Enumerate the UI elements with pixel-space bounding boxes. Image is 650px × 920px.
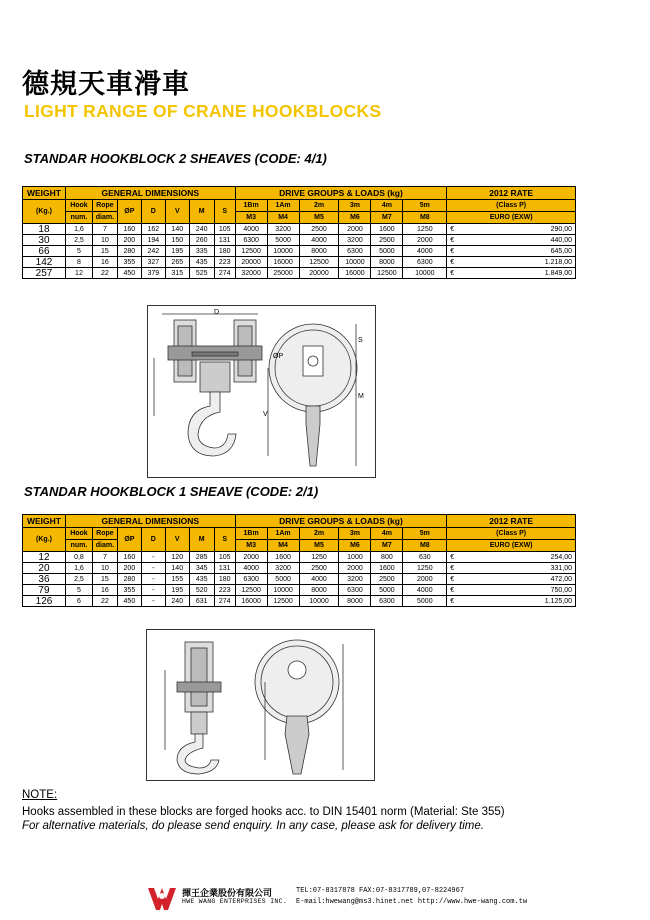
dim-label-m: M xyxy=(358,393,364,400)
cell-d: - xyxy=(141,574,165,585)
cell-hook: 8 xyxy=(65,257,92,268)
col-m: M xyxy=(189,528,214,552)
cell-price: 440,00 xyxy=(483,235,576,246)
cell-price: 290,00 xyxy=(483,224,576,235)
col-1bm: 1Bm xyxy=(235,528,267,540)
cell-g3m: 1000 xyxy=(339,552,371,563)
cell-price: 1.125,00 xyxy=(483,596,576,607)
cell-p: 355 xyxy=(117,257,141,268)
col-drive-groups: DRIVE GROUPS & LOADS (kg) xyxy=(235,187,447,200)
col-rope-sub: diam. xyxy=(92,540,117,552)
cell-g1bm: 12500 xyxy=(235,246,267,257)
cell-g5m: 2000 xyxy=(403,235,447,246)
cell-g2m: 4000 xyxy=(299,235,339,246)
col-v: V xyxy=(165,528,189,552)
cell-g5m: 10000 xyxy=(403,268,447,279)
cell-price: 1.849,00 xyxy=(483,268,576,279)
cell-s: 131 xyxy=(214,235,235,246)
hookblock-1-sheave-drawing xyxy=(146,629,375,781)
col-p: ØP xyxy=(117,200,141,224)
col-5m: 5m xyxy=(403,528,447,540)
cell-g1bm: 16000 xyxy=(235,596,267,607)
cell-weight: 126 xyxy=(23,596,66,607)
col-m5: M5 xyxy=(299,212,339,224)
cell-g1am: 1600 xyxy=(267,552,299,563)
cell-v: 315 xyxy=(165,268,189,279)
col-euro: EURO (EXW) xyxy=(447,212,576,224)
cell-weight: 30 xyxy=(23,235,66,246)
col-rope: Rope xyxy=(92,528,117,540)
table-row xyxy=(23,224,576,235)
cell-m: 525 xyxy=(189,268,214,279)
cell-g4m: 6300 xyxy=(371,596,403,607)
col-m7: M7 xyxy=(371,212,403,224)
cell-g1am: 16000 xyxy=(267,257,299,268)
cell-g1bm: 2000 xyxy=(235,552,267,563)
col-euro: EURO (EXW) xyxy=(447,540,576,552)
col-1bm: 1Bm xyxy=(235,200,267,212)
cell-v: 140 xyxy=(165,224,189,235)
hookblock-2-sheaves-drawing xyxy=(147,305,376,478)
cell-g3m: 16000 xyxy=(339,268,371,279)
cell-p: 200 xyxy=(117,563,141,574)
cell-g2m: 4000 xyxy=(299,574,339,585)
col-d: D xyxy=(141,528,165,552)
col-1am: 1Am xyxy=(267,528,299,540)
cell-g1am: 3200 xyxy=(267,224,299,235)
section-title-1-sheave: STANDAR HOOKBLOCK 1 SHEAVE (CODE: 2/1) xyxy=(24,484,319,499)
cell-cur: € xyxy=(447,585,483,596)
cell-g5m: 5000 xyxy=(403,596,447,607)
dim-label-d: D xyxy=(214,309,220,316)
cell-g5m: 630 xyxy=(403,552,447,563)
cell-g4m: 1600 xyxy=(371,224,403,235)
cell-s: 223 xyxy=(214,585,235,596)
cell-d: - xyxy=(141,585,165,596)
cell-cur: € xyxy=(447,596,483,607)
cell-g1bm: 20000 xyxy=(235,257,267,268)
cell-p: 160 xyxy=(117,224,141,235)
cell-m: 335 xyxy=(189,246,214,257)
cell-weight: 36 xyxy=(23,574,66,585)
cell-price: 331,00 xyxy=(483,563,576,574)
cell-g2m: 1250 xyxy=(299,552,339,563)
col-class: (Class P) xyxy=(447,528,576,540)
col-hook: Hook xyxy=(65,528,92,540)
cell-cur: € xyxy=(447,563,483,574)
cell-g2m: 2500 xyxy=(299,224,339,235)
cell-g3m: 10000 xyxy=(339,257,371,268)
col-d: D xyxy=(141,200,165,224)
col-m4: M4 xyxy=(267,212,299,224)
table-row xyxy=(23,257,576,268)
cell-g2m: 12500 xyxy=(299,257,339,268)
company-name-english: HWE WANG ENTERPRISES INC. xyxy=(182,898,288,905)
note-label: NOTE: xyxy=(22,789,58,801)
section-title-2-sheaves: STANDAR HOOKBLOCK 2 SHEAVES (CODE: 4/1) xyxy=(24,151,327,166)
cell-rope: 22 xyxy=(92,596,117,607)
cell-g1bm: 32000 xyxy=(235,268,267,279)
col-rate: 2012 RATE xyxy=(447,187,576,200)
col-m8: M8 xyxy=(403,212,447,224)
note-line-1: Hooks assembled in these blocks are forged hooks acc. to DIN 15401 norm (Material: Ste 355) xyxy=(22,806,505,818)
dim-label-v: V xyxy=(263,411,268,418)
cell-d: - xyxy=(141,552,165,563)
cell-g3m: 2000 xyxy=(339,563,371,574)
logo-icon xyxy=(146,885,178,913)
cell-rope: 7 xyxy=(92,552,117,563)
cell-g3m: 6300 xyxy=(339,585,371,596)
cell-g5m: 4000 xyxy=(403,246,447,257)
col-4m: 4m xyxy=(371,528,403,540)
cell-weight: 20 xyxy=(23,563,66,574)
cell-cur: € xyxy=(447,257,483,268)
cell-d: 162 xyxy=(141,224,165,235)
cell-g4m: 12500 xyxy=(371,268,403,279)
cell-hook: 5 xyxy=(65,246,92,257)
cell-g1am: 5000 xyxy=(267,574,299,585)
cell-g4m: 5000 xyxy=(371,585,403,596)
cell-rope: 15 xyxy=(92,246,117,257)
cell-hook: 2,5 xyxy=(65,574,92,585)
hookblock-1-sheave-svg xyxy=(147,630,374,780)
note-line-2: For alternative materials, do please send enquiry. In any case, please ask for delivery time. xyxy=(22,820,484,832)
cell-g4m: 2500 xyxy=(371,574,403,585)
cell-v: 195 xyxy=(165,585,189,596)
col-rope: Rope xyxy=(92,200,117,212)
col-m: M xyxy=(189,200,214,224)
cell-g2m: 2500 xyxy=(299,563,339,574)
cell-price: 645,00 xyxy=(483,246,576,257)
cell-p: 200 xyxy=(117,235,141,246)
col-m4: M4 xyxy=(267,540,299,552)
col-p: ØP xyxy=(117,528,141,552)
col-drive-groups: DRIVE GROUPS & LOADS (kg) xyxy=(235,515,447,528)
spec-table-1-sheave xyxy=(22,514,576,607)
cell-rope: 22 xyxy=(92,268,117,279)
cell-d: 327 xyxy=(141,257,165,268)
company-phone-fax: TEL:07-8317878 FAX:07-8317789,07-8224967 xyxy=(296,887,465,895)
company-email-web: E-mail:hwewang@ms3.hinet.net http://www.hwe-wang.com.tw xyxy=(296,898,528,906)
cell-g5m: 1250 xyxy=(403,224,447,235)
cell-s: 223 xyxy=(214,257,235,268)
cell-g4m: 2500 xyxy=(371,235,403,246)
cell-cur: € xyxy=(447,574,483,585)
cell-g1am: 5000 xyxy=(267,235,299,246)
cell-hook: 1,6 xyxy=(65,563,92,574)
cell-p: 450 xyxy=(117,268,141,279)
cell-v: 265 xyxy=(165,257,189,268)
cell-g3m: 6300 xyxy=(339,246,371,257)
cell-g2m: 20000 xyxy=(299,268,339,279)
cell-s: 180 xyxy=(214,574,235,585)
cell-d: - xyxy=(141,596,165,607)
cell-g3m: 3200 xyxy=(339,235,371,246)
page-title-chinese: 德規天車滑車 xyxy=(22,69,190,100)
cell-g1am: 12500 xyxy=(267,596,299,607)
cell-m: 285 xyxy=(189,552,214,563)
dim-label-p: ØP xyxy=(273,353,284,360)
cell-weight: 18 xyxy=(23,224,66,235)
col-m6: M6 xyxy=(339,540,371,552)
col-class: (Class P) xyxy=(447,200,576,212)
cell-g3m: 3200 xyxy=(339,574,371,585)
cell-cur: € xyxy=(447,235,483,246)
col-2m: 2m xyxy=(299,528,339,540)
col-kg: (Kg.) xyxy=(23,200,66,224)
cell-hook: 12 xyxy=(65,268,92,279)
cell-rope: 10 xyxy=(92,235,117,246)
table-row xyxy=(23,596,576,607)
cell-weight: 142 xyxy=(23,257,66,268)
cell-g1am: 25000 xyxy=(267,268,299,279)
col-3m: 3m xyxy=(339,528,371,540)
col-hook-sub: num. xyxy=(65,540,92,552)
cell-hook: 1,6 xyxy=(65,224,92,235)
cell-weight: 79 xyxy=(23,585,66,596)
table-row xyxy=(23,574,576,585)
cell-v: 120 xyxy=(165,552,189,563)
cell-rope: 7 xyxy=(92,224,117,235)
col-hook-sub: num. xyxy=(65,212,92,224)
table-row xyxy=(23,585,576,596)
cell-p: 355 xyxy=(117,585,141,596)
cell-price: 750,00 xyxy=(483,585,576,596)
col-m8: M8 xyxy=(403,540,447,552)
col-weight: WEIGHT xyxy=(23,187,66,200)
dim-label-s: S xyxy=(358,337,363,344)
page-title-english: LIGHT RANGE OF CRANE HOOKBLOCKS xyxy=(24,101,382,121)
cell-g5m: 6300 xyxy=(403,257,447,268)
cell-g1bm: 12500 xyxy=(235,585,267,596)
cell-d: - xyxy=(141,563,165,574)
cell-g1am: 3200 xyxy=(267,563,299,574)
cell-cur: € xyxy=(447,268,483,279)
cell-hook: 5 xyxy=(65,585,92,596)
cell-hook: 2,5 xyxy=(65,235,92,246)
cell-rope: 16 xyxy=(92,585,117,596)
cell-s: 131 xyxy=(214,563,235,574)
cell-m: 260 xyxy=(189,235,214,246)
cell-price: 254,00 xyxy=(483,552,576,563)
cell-s: 105 xyxy=(214,224,235,235)
cell-g5m: 1250 xyxy=(403,563,447,574)
cell-cur: € xyxy=(447,246,483,257)
cell-m: 240 xyxy=(189,224,214,235)
cell-g1bm: 6300 xyxy=(235,574,267,585)
cell-rope: 10 xyxy=(92,563,117,574)
cell-m: 435 xyxy=(189,574,214,585)
cell-price: 472,00 xyxy=(483,574,576,585)
cell-s: 274 xyxy=(214,596,235,607)
cell-g3m: 2000 xyxy=(339,224,371,235)
company-name-chinese: 揮王企業股份有限公司 xyxy=(182,889,273,899)
col-m3: M3 xyxy=(235,540,267,552)
cell-s: 274 xyxy=(214,268,235,279)
col-s: S xyxy=(214,200,235,224)
cell-g2m: 8000 xyxy=(299,246,339,257)
cell-m: 631 xyxy=(189,596,214,607)
cell-g4m: 800 xyxy=(371,552,403,563)
col-4m: 4m xyxy=(371,200,403,212)
table-row xyxy=(23,268,576,279)
cell-v: 195 xyxy=(165,246,189,257)
table-row xyxy=(23,563,576,574)
cell-g1bm: 6300 xyxy=(235,235,267,246)
spec-table-2-sheaves xyxy=(22,186,576,279)
cell-hook: 6 xyxy=(65,596,92,607)
cell-weight: 257 xyxy=(23,268,66,279)
cell-g4m: 5000 xyxy=(371,246,403,257)
company-logo xyxy=(146,885,178,918)
cell-weight: 12 xyxy=(23,552,66,563)
cell-p: 280 xyxy=(117,574,141,585)
cell-g1bm: 4000 xyxy=(235,224,267,235)
cell-rope: 16 xyxy=(92,257,117,268)
col-rate: 2012 RATE xyxy=(447,515,576,528)
col-5m: 5m xyxy=(403,200,447,212)
col-hook: Hook xyxy=(65,200,92,212)
cell-v: 150 xyxy=(165,235,189,246)
cell-m: 345 xyxy=(189,563,214,574)
cell-g5m: 2000 xyxy=(403,574,447,585)
cell-m: 520 xyxy=(189,585,214,596)
table-row xyxy=(23,235,576,246)
cell-g2m: 8000 xyxy=(299,585,339,596)
cell-g3m: 8000 xyxy=(339,596,371,607)
cell-g5m: 4000 xyxy=(403,585,447,596)
cell-g2m: 10000 xyxy=(299,596,339,607)
col-kg: (Kg.) xyxy=(23,528,66,552)
hookblock-2-sheaves-svg xyxy=(148,306,375,477)
col-weight: WEIGHT xyxy=(23,515,66,528)
col-1am: 1Am xyxy=(267,200,299,212)
cell-d: 242 xyxy=(141,246,165,257)
cell-s: 105 xyxy=(214,552,235,563)
cell-d: 194 xyxy=(141,235,165,246)
cell-v: 155 xyxy=(165,574,189,585)
cell-g4m: 8000 xyxy=(371,257,403,268)
col-v: V xyxy=(165,200,189,224)
cell-p: 280 xyxy=(117,246,141,257)
cell-v: 240 xyxy=(165,596,189,607)
cell-p: 160 xyxy=(117,552,141,563)
cell-rope: 15 xyxy=(92,574,117,585)
cell-price: 1.218,00 xyxy=(483,257,576,268)
col-m3: M3 xyxy=(235,212,267,224)
col-rope-sub: diam. xyxy=(92,212,117,224)
cell-g1bm: 4000 xyxy=(235,563,267,574)
col-general-dimensions: GENERAL DIMENSIONS xyxy=(65,515,235,528)
col-m6: M6 xyxy=(339,212,371,224)
cell-hook: 0,8 xyxy=(65,552,92,563)
cell-g1am: 10000 xyxy=(267,246,299,257)
table-row xyxy=(23,552,576,563)
cell-s: 180 xyxy=(214,246,235,257)
col-general-dimensions: GENERAL DIMENSIONS xyxy=(65,187,235,200)
col-m5: M5 xyxy=(299,540,339,552)
cell-cur: € xyxy=(447,224,483,235)
cell-weight: 66 xyxy=(23,246,66,257)
table-row xyxy=(23,246,576,257)
col-s: S xyxy=(214,528,235,552)
cell-cur: € xyxy=(447,552,483,563)
cell-d: 379 xyxy=(141,268,165,279)
cell-g1am: 10000 xyxy=(267,585,299,596)
col-m7: M7 xyxy=(371,540,403,552)
cell-v: 140 xyxy=(165,563,189,574)
cell-m: 435 xyxy=(189,257,214,268)
col-2m: 2m xyxy=(299,200,339,212)
cell-p: 450 xyxy=(117,596,141,607)
col-3m: 3m xyxy=(339,200,371,212)
cell-g4m: 1600 xyxy=(371,563,403,574)
